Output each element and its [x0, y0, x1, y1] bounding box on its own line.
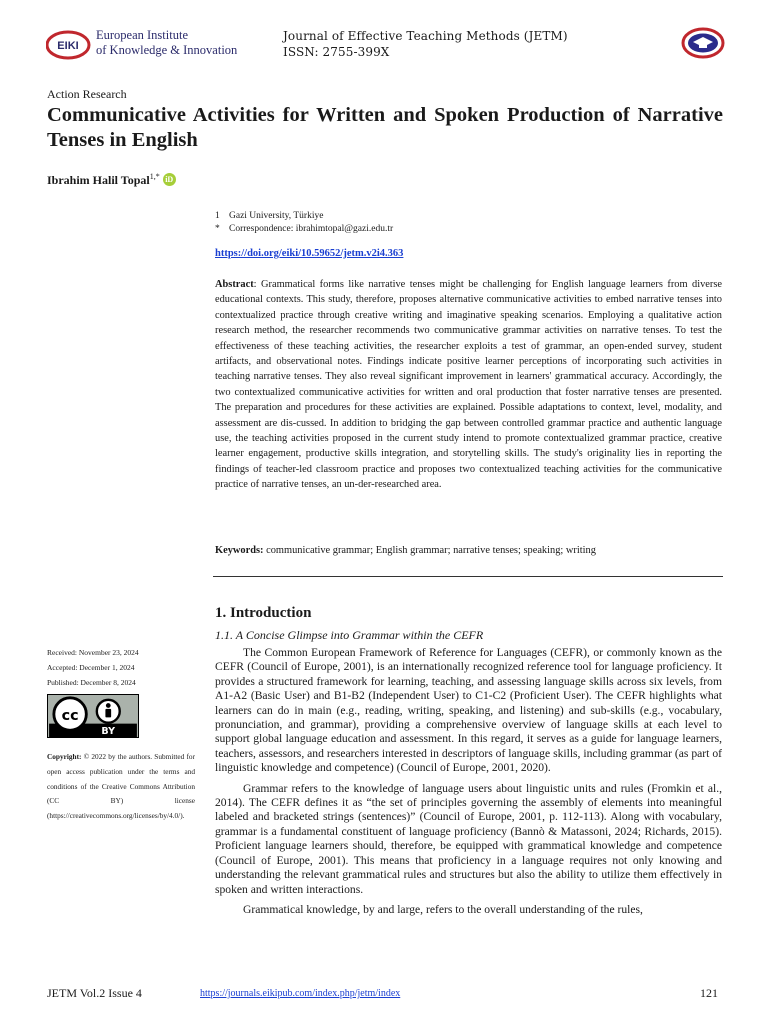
paragraph: Grammatical knowledge, by and large, refers to the overall understanding of the rules,	[243, 902, 643, 916]
cc-by-license-icon[interactable]	[47, 694, 139, 738]
footer-url	[200, 988, 400, 999]
logo-text: EIKI	[57, 40, 79, 52]
journal-issn: ISSN: 2755-399X	[283, 45, 390, 59]
journal-info	[283, 28, 568, 60]
doi	[215, 248, 403, 259]
author-name: Ibrahim Halil Topal	[47, 173, 150, 187]
received-date: Received: November 23, 2024	[47, 648, 139, 657]
copyright-label: Copyright:	[47, 752, 82, 761]
abstract	[215, 277, 722, 493]
license-badge: BY	[101, 726, 116, 738]
divider	[213, 576, 723, 577]
published-date: Published: December 8, 2024	[47, 678, 136, 687]
correspondence: Correspondence: ibrahimtopal@gazi.edu.tr	[229, 224, 394, 234]
copyright-notice	[47, 750, 195, 824]
publisher-logo	[46, 28, 246, 62]
footer-issue: JETM Vol.2 Issue 4	[47, 986, 142, 1000]
paragraph: Grammar refers to the knowledge of language users about linguistic units and rules (Fromkin et al., 2014). The CEFR defines it as “the set of principles governing the assembly of elements into meaningful labeled and bracketed strings (sentences)” (Council of Europe, 2001, p. 112-113). Along with vocabulary, grammar is a fundamental constituent of language proficiency (Bannò & Matassoni, 2024; Richards, 2015). Proficient language learners should, therefore, be equipped with grammatical knowledge and competence (Council of Europe, 2001). This means that proficiency in a language requires not only knowing and understanding the relevant grammatical rules and structures but also the ability to utilize them effectively in spoken and written interactions.	[215, 781, 722, 896]
paragraph: The Common European Framework of Reference for Languages (CEFR), or commonly known as the CEFR (Council of Europe, 2001), is an internationally recognized reference tool for language proficiency. It provides a structured framework for learning, teaching, and assessing language skills across six levels, from A1-A2 (Basic User) and B1-B2 (Independent User) to C1-C2 (Proficient User). The CEFR highlights what learners can do in main (e.g., reading, writing, speaking, and listening) and sub-skills (e.g., vocabulary, pronunciation, and grammar), providing a comprehensive overview of language skills at each level to support global language education and assessment. In this regard, it serves as a guide for language learners, teachers, assessors, and researchers interested in descriptors of language skills, including grammar (as part of linguistic knowledge and competence) (Council of Europe, 2001, 2020).	[215, 646, 722, 775]
keywords-label: Keywords:	[215, 545, 264, 556]
affiliation: Gazi University, Türkiye	[229, 211, 324, 221]
journal-emblem-icon	[680, 26, 726, 60]
svg-text:cc: cc	[61, 707, 79, 724]
publisher-line2: of Knowledge & Innovation	[96, 43, 238, 57]
eiki-logo-icon	[46, 30, 92, 60]
affiliations	[215, 210, 393, 236]
section-heading: 1. Introduction	[215, 605, 312, 621]
publication-dates	[47, 645, 139, 690]
article-type: Action Research	[47, 87, 127, 101]
abstract-text: : Grammatical forms like narrative tenses might be challenging for English language learners from diverse educational contexts. This study, therefore, proposes alternative communicative activities to embed narrative tenses into contextualized practice through creative writing and imaginative speaking scenarios. Employing a qualitative action research method, the researcher recommends two communicative grammar activities on narrative tenses. To test the effectiveness of these teaching activities, the researcher exploits a test of grammar, an open-ended survey, student artifacts, and observational notes. Findings indicate positive learner perceptions of incorporating such activities in teaching narrative tenses. They also reveal significant improvement in learners' grammatical accuracy. Accordingly, the two contextualized communicative activities for written and oral production that foster narrative tenses are presented. The preparation and procedures for these activities are explained. Possible adaptations to context, level, modality, and assessment are dis-cussed. In addition to bridging the gap between controlled grammar practice and authentic language use, the teaching activities proposed in the current study intend to promote contextualized grammar practice, creative learner engagement, productive skills integration, and storytelling skills. The study's originality lies in reporting the findings of teacher-led classroom practice and proposes two contextualized teaching activities for the communicative practice of narrative tenses, an un-der-researched area.	[215, 279, 722, 491]
abstract-label: Abstract	[215, 279, 254, 290]
correspondence-mark: *	[215, 224, 220, 234]
journal-name: Journal of Effective Teaching Methods (JETM)	[283, 29, 568, 43]
subsection-heading: 1.1. A Concise Glimpse into Grammar within the CEFR	[215, 628, 484, 642]
copyright-text: © 2022 by the authors. Submitted for open access publication under the terms and conditions of the Creative Commons Attribution (CC BY) license (https://creativecommons.org/licenses/by/4.0/).	[47, 752, 196, 821]
body-text	[215, 646, 722, 923]
article-title: Communicative Activities for Written and Spoken Production of Narrative Tenses in English	[47, 104, 723, 151]
keywords	[215, 545, 722, 556]
orcid-icon[interactable]: iD	[163, 173, 176, 186]
author-sup: 1,*	[149, 172, 160, 181]
affiliation-mark: 1	[215, 211, 220, 221]
footer-link[interactable]: https://journals.eikipub.com/index.php/jetm/index	[200, 988, 401, 999]
author	[47, 172, 176, 188]
page-number: 121	[700, 986, 718, 1000]
doi-link[interactable]: https://doi.org/eiki/10.59652/jetm.v2i4.363	[215, 248, 404, 259]
accepted-date: Accepted: December 1, 2024	[47, 663, 135, 672]
publisher-line1: European Institute	[96, 28, 188, 42]
keywords-text: communicative grammar; English grammar; narrative tenses; speaking; writing	[266, 545, 596, 556]
publisher-name	[96, 28, 237, 58]
